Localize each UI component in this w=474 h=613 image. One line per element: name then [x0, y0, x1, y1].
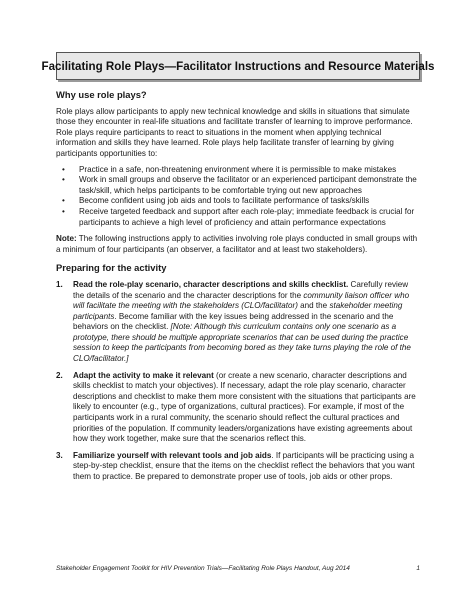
list-item — [62, 175, 420, 196]
list-item-text: Work in small groups and observe the facilitator or an experienced participant demonstrate the task/skill, which helps participants to be comfortable trying out new approaches — [79, 175, 417, 195]
step-note: [Note: Although this curriculum contains only one scenario as a prototype, there should be multiple appropriate scenarios that can be used during the practice session to keep the participants from becoming bored as they take turns playing the role of the CLO/facilitator.] — [73, 322, 411, 364]
step-text: (or create a new scenario, character descriptions and skills checklist to match your objectives). If necessary, adapt the role play scenario, character descriptions and checklist to make them more consistent with the situations that participants are likely to encounter (e.g., type of organizations, cultural practices). For example, if most of the participants work in a rural community, the scenario should reflect the cultural practices and priorities of the population. If community leaders/organizations have existing agreements about how they work together, make sure that the scenarios reflect this. — [73, 370, 416, 444]
note-label: Note: — [56, 234, 77, 244]
step-text: Carefully review the details of the scenario and the character descriptions for the — [73, 279, 409, 300]
step-item — [56, 280, 420, 365]
benefits-list — [56, 165, 420, 229]
list-item-text: Practice in a safe, non-threatening environment where it is permissible to make mistakes — [79, 164, 397, 174]
list-item — [62, 207, 420, 228]
list-item — [62, 196, 420, 207]
list-item-text: Receive targeted feedback and support after each role-play; immediate feedback is crucial for participants to achieve a high level of proficiency and attain performance expectations — [79, 206, 415, 227]
step-number: 2. — [56, 370, 63, 380]
step-lead: Read the role-play scenario, character descriptions and skills checklist. — [73, 279, 349, 289]
bullet-glyph: • — [62, 196, 65, 206]
list-item — [62, 165, 420, 176]
step-number: 1. — [56, 279, 63, 289]
section-heading-preparing: Preparing for the activity — [56, 262, 167, 274]
document-body — [56, 90, 420, 489]
step-item — [56, 451, 420, 483]
steps-list — [56, 280, 420, 483]
note-text: The following instructions apply to activities involving role plays conducted in small groups with a minimum of four participants (an observer, a facilitator and at least two stakeholders). — [56, 234, 418, 254]
bullet-glyph: • — [62, 175, 65, 185]
footer-text: Stakeholder Engagement Toolkit for HIV Prevention Trials—Facilitating Role Plays Handout, Aug 2014 — [56, 565, 350, 572]
bullet-glyph: • — [62, 206, 65, 216]
step-text: and the — [297, 301, 330, 311]
title-box — [41, 52, 435, 80]
section-heading-why: Why use role plays? — [56, 89, 147, 100]
page-footer — [56, 565, 420, 572]
document-title: Facilitating Role Plays—Facilitator Instructions and Resource Materials — [41, 59, 435, 73]
bullet-glyph: • — [62, 164, 65, 174]
step-lead: Adapt the activity to make it relevant — [73, 370, 214, 380]
page-number: 1 — [416, 565, 420, 572]
step-text: . If participants will be practicing using a step-by-step checklist, ensure that the items on the checklist reflect the behaviors that you want them to practice. Be prepared to demonstrate proper use of tools, job aids or other props. — [73, 450, 415, 481]
note-paragraph — [56, 234, 420, 255]
step-emphasis: community liaison officer who will facilitate the meeting with the stakeholders (CLO/facilitator) — [73, 290, 410, 311]
step-text: . Become familiar with the key issues being addressed in the scenario and the behaviors on the checklist. — [73, 311, 394, 332]
step-item — [56, 371, 420, 445]
list-item-text: Become confident using job aids and tools to facilitate performance of tasks/skills — [79, 196, 370, 206]
intro-paragraph: Role plays allow participants to apply new technical knowledge and skills in situations that simulate those they encounter in real-life situations and facilitate transfer of learning to improve performance. Role plays require participants to react to situations in the moment when applying technical information and skills they have learned. Role plays help facilitate transfer of learning by giving participants opportunities to: — [56, 106, 413, 158]
step-lead: Familiarize yourself with relevant tools and job aids — [73, 450, 272, 460]
step-emphasis: stakeholder meeting participants — [73, 301, 403, 321]
step-number: 3. — [56, 450, 63, 460]
